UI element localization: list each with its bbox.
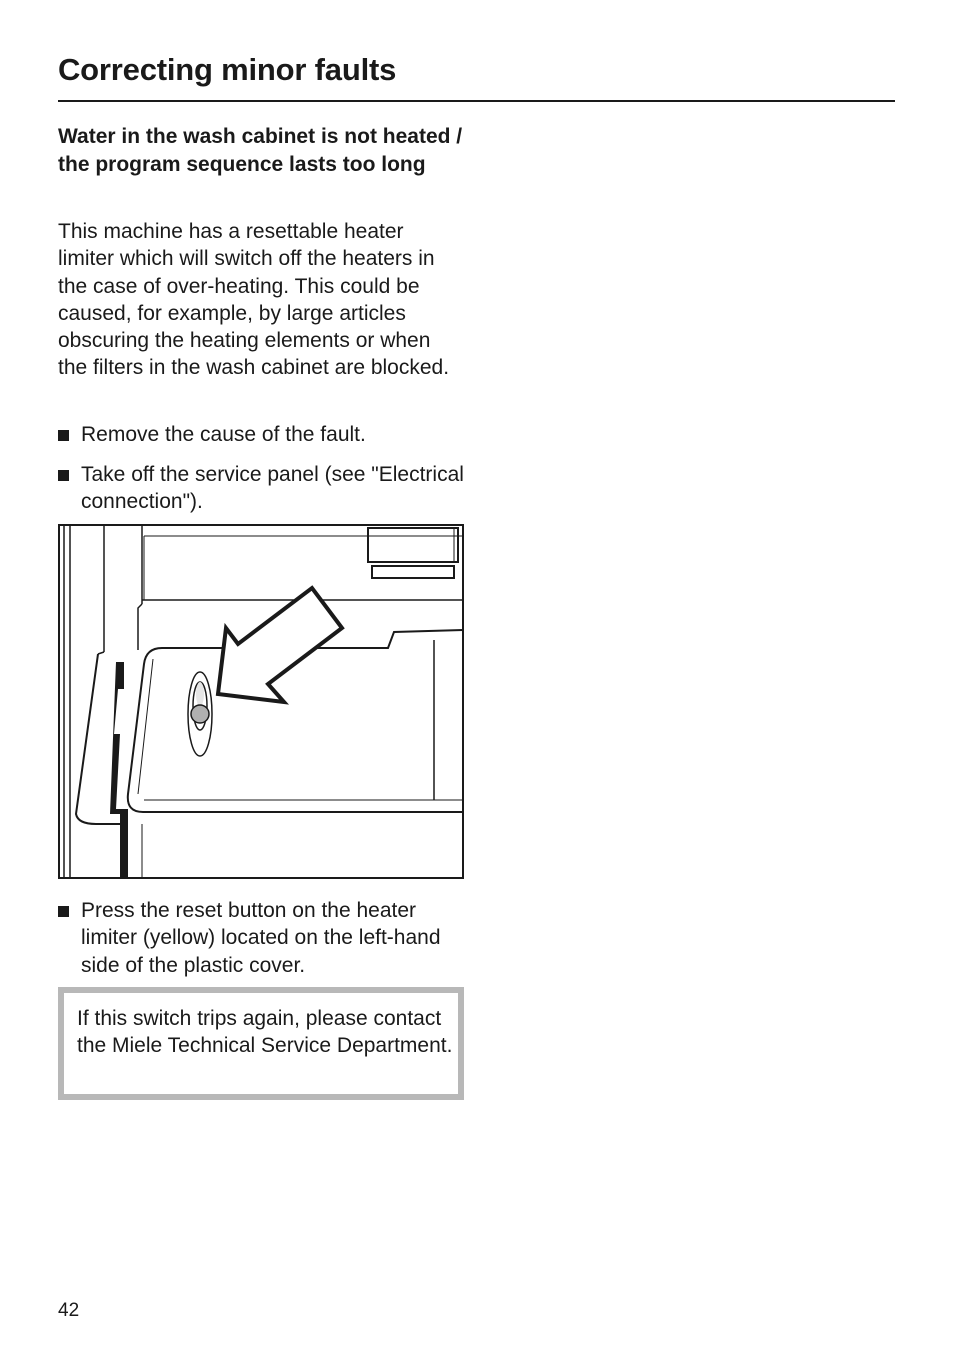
step-text: Remove the cause of the fault. <box>81 423 366 446</box>
step-text: Take off the service panel (see "Electrical connection"). <box>81 463 464 514</box>
note-box <box>58 987 464 1100</box>
square-bullet-icon <box>58 470 69 481</box>
page-number: 42 <box>58 1300 80 1321</box>
intro-paragraph: This machine has a resettable heater limiter which will switch off the heaters in the case of over-heating. This could be caused, for example, by large articles obscuring the heating elements or when the filters in the wash cabinet are blocked. <box>58 220 450 380</box>
square-bullet-icon <box>58 906 69 917</box>
section-heading: Water in the wash cabinet is not heated / the program sequence lasts too long <box>58 125 463 176</box>
title-rule <box>58 100 895 102</box>
note-text: If this switch trips again, please contact the Miele Technical Service Department. <box>77 1007 453 1058</box>
step-text: Press the reset button on the heater limiter (yellow) located on the left-hand side of the plastic cover. <box>81 899 441 977</box>
square-bullet-icon <box>58 430 69 441</box>
service-panel-illustration <box>58 524 464 879</box>
page-title: Correcting minor faults <box>58 52 397 87</box>
